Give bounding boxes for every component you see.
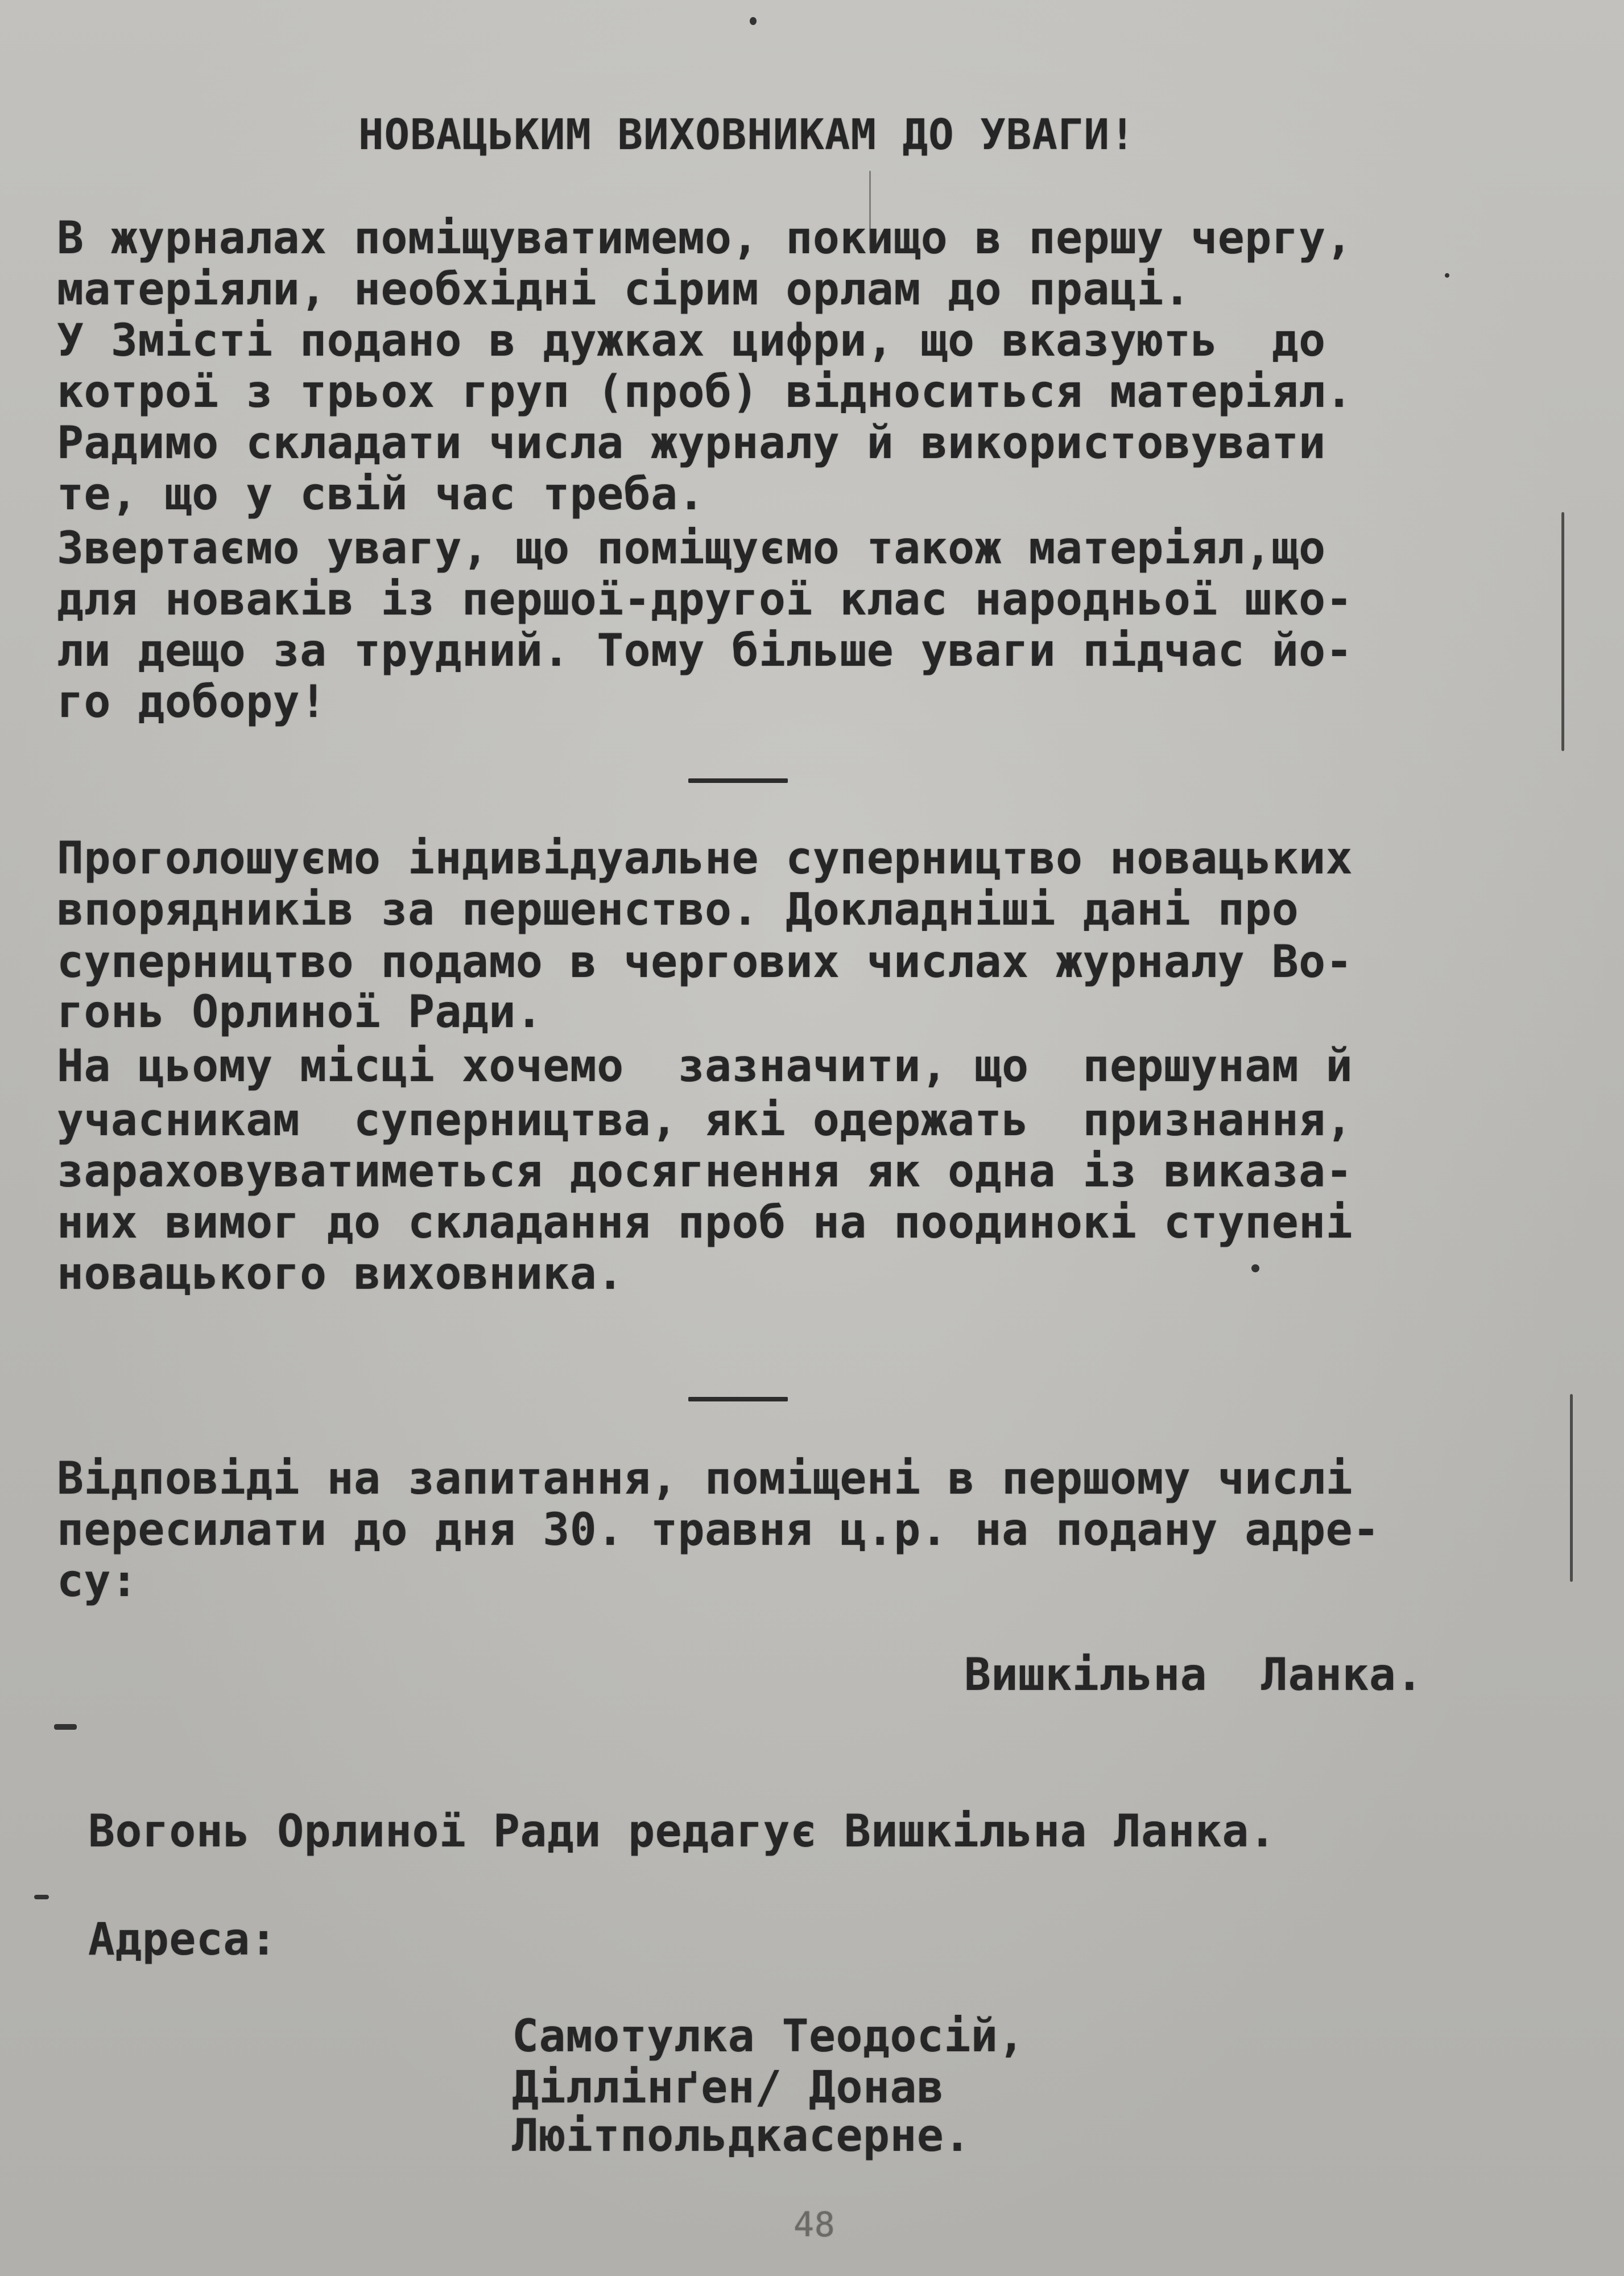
address-line: Самотулка Теодосій, [512, 2011, 1025, 2062]
paragraph-line: На цьому місці хочемо зазначити, що першунам й [57, 1041, 1353, 1092]
address-label: Адреса: [88, 1914, 278, 1965]
paragraph-line: котрої з трьох груп (проб) відноситься матеріял. [57, 366, 1353, 418]
paragraph-line: су: [57, 1556, 138, 1607]
paragraph-line: впорядників за першенство. Докладніші дані про [57, 884, 1299, 935]
paragraph-line: учасникам суперництва, які одержать признання, [57, 1095, 1353, 1146]
paragraph-line: них вимог до складання проб на поодинокі ступені [57, 1197, 1353, 1248]
margin-mark [1561, 512, 1564, 751]
margin-mark [1570, 1394, 1573, 1582]
paragraph-line: Проголошуємо індивідуальне суперництво новацьких [57, 833, 1353, 884]
paragraph-line: го добору! [57, 677, 327, 728]
paragraph-line: суперництво подамо в чергових числах журналу Во- [57, 937, 1353, 988]
paragraph-line: Звертаємо увагу, що поміщуємо також матеріял,що [57, 523, 1326, 574]
paragraph-line: матеріяли, необхідні сірим орлам до праці. [57, 264, 1191, 315]
ink-speck [34, 1895, 49, 1899]
paragraph-line: ли дещо за трудний. Тому більше уваги підчас йо- [57, 625, 1353, 677]
section-separator [688, 1397, 788, 1401]
paragraph-line: для новаків із першої-другої клас народньої шко- [57, 574, 1353, 625]
paragraph-line: В журналах поміщуватимемо, покищо в першу чергу, [57, 213, 1353, 264]
paragraph-line: пересилати до дня 30. травня ц.р. на подану адре- [57, 1504, 1380, 1556]
ink-speck [750, 17, 757, 25]
paragraph-line: новацького виховника. [57, 1248, 624, 1300]
paragraph-line: Радимо складати числа журналу й використовувати [57, 418, 1326, 469]
paragraph-line: те, що у свій час треба. [57, 469, 705, 520]
paragraph-line: Відповіді на запитання, поміщені в першому числі [57, 1453, 1353, 1504]
paragraph-line: зараховуватиметься досягнення як одна із виказа- [57, 1146, 1353, 1197]
address-line: Діллінґен/ Донав [512, 2062, 944, 2113]
ink-speck [1251, 1264, 1259, 1272]
ink-speck [1445, 273, 1449, 278]
paragraph-line: гонь Орлиної Ради. [57, 987, 543, 1038]
signature: Вишкільна Ланка. [964, 1650, 1423, 1701]
page-number: 48 [794, 2205, 836, 2245]
ink-speck [54, 1724, 77, 1730]
address-line: Люітпольдкасерне. [512, 2110, 971, 2162]
editor-line: Вогонь Орлиної Ради редагує Вишкільна Ланка. [88, 1806, 1276, 1857]
page-heading: НОВАЦЬКИМ ВИХОВНИКАМ ДО УВАГИ! [358, 110, 1136, 159]
section-separator [688, 778, 788, 783]
paragraph-line: У Змісті подано в дужках цифри, що вказують до [57, 315, 1326, 366]
